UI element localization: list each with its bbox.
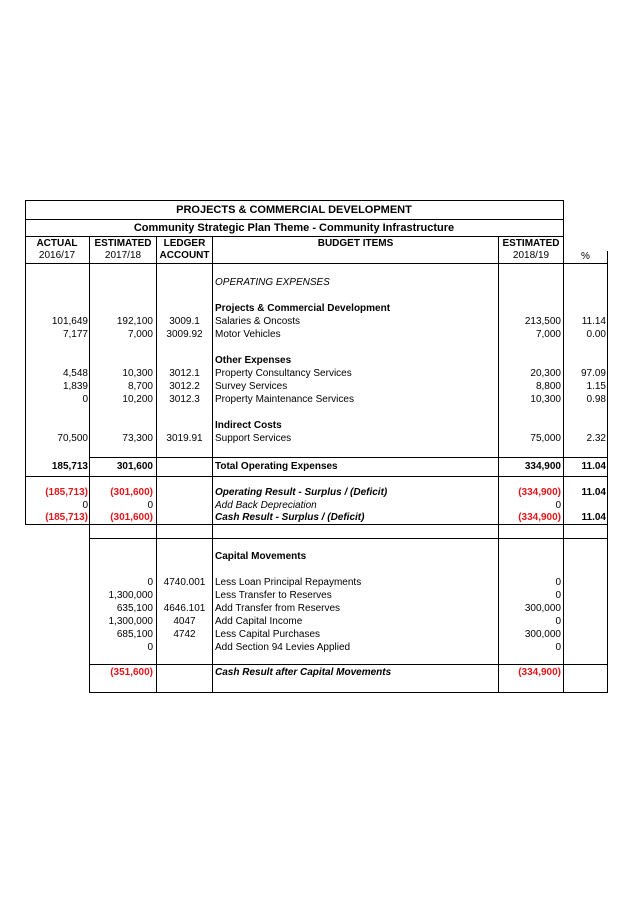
row-19-item: Less Capital Purchases (215, 629, 321, 640)
row-2-pct: 11.14 (581, 316, 606, 327)
row-9-ledger: 3019.91 (166, 433, 203, 444)
row-5-ledger: 3012.1 (169, 368, 200, 379)
row-5-est1819: 20,300 (530, 368, 561, 379)
row-9-actual: 70,500 (57, 433, 88, 444)
row-2-est1718: 192,100 (116, 316, 153, 327)
row-17-item: Add Transfer from Reserves (215, 603, 341, 614)
row-18-item: Add Capital Income (215, 616, 303, 627)
rule-right-edge (607, 251, 608, 693)
row-12-est1718: 0 (147, 500, 153, 511)
row-3-est1718: 7,000 (127, 329, 153, 340)
header-estimated-curr-label: ESTIMATED (502, 238, 560, 249)
row-1-item: Projects & Commercial Development (215, 303, 391, 314)
row-7-item: Property Maintenance Services (215, 394, 354, 405)
row-5-pct: 97.09 (580, 368, 606, 379)
header-estimated-curr-year: 2018/19 (512, 250, 550, 261)
row-3-actual: 7,177 (62, 329, 88, 340)
report-title: PROJECTS & COMMERCIAL DEVELOPMENT (176, 204, 412, 216)
row-12-actual: 0 (82, 500, 88, 511)
row-8-item: Indirect Costs (215, 420, 282, 431)
row-7-ledger: 3012.3 (169, 394, 200, 405)
header-ledger-label: LEDGER (163, 238, 206, 249)
row-7-actual: 0 (82, 394, 88, 405)
row-19-est1718: 685,100 (116, 629, 153, 640)
rule-left-edge (25, 200, 26, 525)
row-9-est1718: 73,300 (122, 433, 153, 444)
rule-top (25, 200, 564, 201)
row-9-pct: 2.32 (586, 433, 606, 444)
row-11-est1819: (334,900) (518, 487, 561, 498)
header-ledger-account: ACCOUNT (159, 250, 210, 261)
row-6-est1819: 8,800 (535, 381, 561, 392)
row-12-est1819: 0 (555, 500, 561, 511)
row-20-est1718: 0 (147, 642, 153, 653)
row-12-item: Add Back Depreciation (215, 500, 317, 511)
row-21-est1819: (334,900) (518, 667, 561, 678)
row-11-est1718: (301,600) (110, 487, 153, 498)
rule-capital-top (90, 538, 608, 539)
header-percent: % (581, 251, 590, 262)
row-9-est1819: 75,000 (530, 433, 561, 444)
row-3-pct: 0.00 (586, 329, 606, 340)
row-10-item: Total Operating Expenses (215, 461, 338, 472)
rule-col-est1819 (563, 236, 564, 693)
row-21-item: Cash Result after Capital Movements (215, 667, 392, 678)
row-2-item: Salaries & Oncosts (215, 316, 301, 327)
row-16-est1718: 1,300,000 (108, 590, 153, 601)
row-18-est1819: 0 (555, 616, 561, 627)
row-6-est1718: 8,700 (127, 381, 153, 392)
row-6-ledger: 3012.2 (169, 381, 200, 392)
rule-col-items (498, 236, 499, 693)
row-18-est1718: 1,300,000 (108, 616, 153, 627)
row-13-est1718: (301,600) (110, 512, 153, 523)
rule-final-bottom (90, 692, 608, 693)
row-14-item: Capital Movements (215, 551, 307, 562)
row-18-ledger: 4047 (173, 616, 196, 627)
row-13-pct: 11.04 (581, 512, 606, 523)
row-6-pct: 1.15 (586, 381, 606, 392)
row-19-ledger: 4742 (173, 629, 196, 640)
row-19-est1819: 300,000 (524, 629, 561, 640)
rule-total-bottom (25, 476, 608, 477)
row-15-est1819: 0 (555, 577, 561, 588)
header-estimated-prev-year: 2017/18 (104, 250, 142, 261)
row-5-item: Property Consultancy Services (215, 368, 352, 379)
header-budget-items: BUDGET ITEMS (317, 238, 394, 249)
row-5-est1718: 10,300 (122, 368, 153, 379)
header-actual-year: 2016/17 (38, 250, 76, 261)
row-6-actual: 1,839 (62, 381, 88, 392)
row-9-item: Support Services (215, 433, 292, 444)
row-21-est1718: (351,600) (110, 667, 153, 678)
rule-col-est1718 (156, 236, 157, 693)
row-15-est1718: 0 (147, 577, 153, 588)
rule-col-ledger (212, 236, 213, 693)
row-7-est1718: 10,200 (122, 394, 153, 405)
row-11-item: Operating Result - Surplus / (Deficit) (215, 487, 388, 498)
row-10-est1718: 301,600 (116, 461, 153, 472)
rule-subtitle-bottom (25, 236, 564, 237)
rule-total-top (90, 457, 608, 458)
row-0-item: OPERATING EXPENSES (215, 277, 330, 288)
row-13-est1819: (334,900) (518, 512, 561, 523)
row-2-actual: 101,649 (51, 316, 88, 327)
row-7-pct: 0.98 (586, 394, 606, 405)
rule-final-top (90, 664, 608, 665)
row-17-est1819: 300,000 (524, 603, 561, 614)
row-15-ledger: 4740.001 (163, 577, 206, 588)
row-20-item: Add Section 94 Levies Applied (215, 642, 351, 653)
rule-cash-result-bottom (25, 524, 608, 525)
row-10-pct: 11.04 (581, 461, 606, 472)
report-subtitle: Community Strategic Plan Theme - Community Infrastructure (133, 222, 455, 234)
header-estimated-prev-label: ESTIMATED (94, 238, 152, 249)
row-16-est1819: 0 (555, 590, 561, 601)
rule-header-bottom (25, 263, 608, 264)
row-17-est1718: 635,100 (116, 603, 153, 614)
row-5-actual: 4,548 (62, 368, 88, 379)
row-2-ledger: 3009.1 (169, 316, 200, 327)
row-16-item: Less Transfer to Reserves (215, 590, 332, 601)
row-17-ledger: 4646.101 (163, 603, 206, 614)
row-13-item: Cash Result - Surplus / (Deficit) (215, 512, 365, 523)
row-3-est1819: 7,000 (535, 329, 561, 340)
row-3-item: Motor Vehicles (215, 329, 281, 340)
row-3-ledger: 3009.92 (166, 329, 203, 340)
rule-col-actual (89, 236, 90, 693)
header-actual-label: ACTUAL (36, 238, 78, 249)
row-4-item: Other Expenses (215, 355, 292, 366)
row-10-actual: 185,713 (51, 461, 88, 472)
row-2-est1819: 213,500 (524, 316, 561, 327)
row-6-item: Survey Services (215, 381, 288, 392)
row-15-item: Less Loan Principal Repayments (215, 577, 362, 588)
row-20-est1819: 0 (555, 642, 561, 653)
row-11-pct: 11.04 (581, 487, 606, 498)
row-10-est1819: 334,900 (524, 461, 561, 472)
row-7-est1819: 10,300 (530, 394, 561, 405)
row-11-actual: (185,713) (45, 487, 88, 498)
row-13-actual: (185,713) (45, 512, 88, 523)
rule-title-bottom (25, 219, 564, 220)
